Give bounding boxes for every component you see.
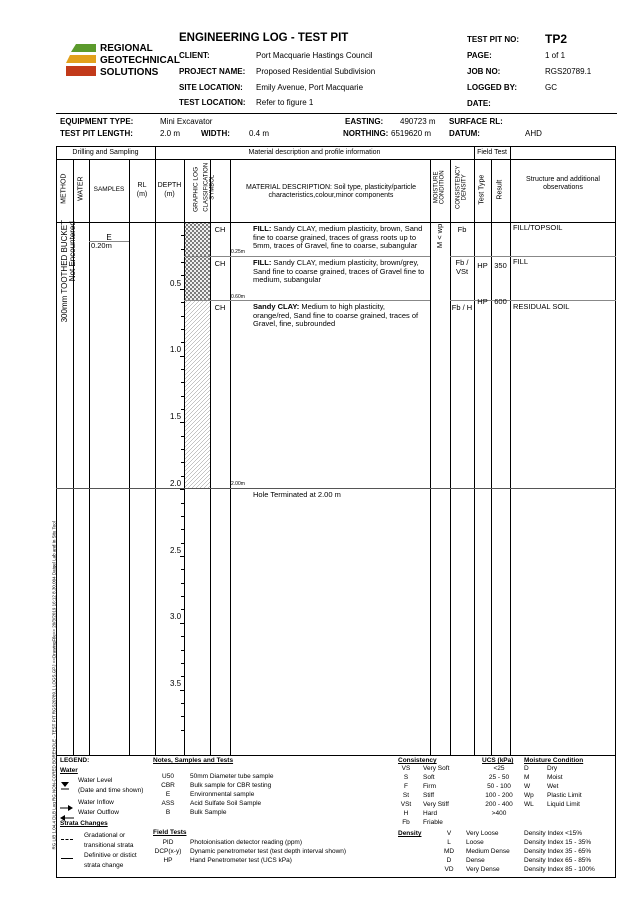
depth-label-1.5: 1.5 [170,412,182,421]
moisture-value: M < wp [435,223,445,249]
note-code: U50 [162,773,174,780]
density-name: Medium Dense [466,848,510,855]
density-code: V [446,830,452,837]
hole-terminated: Hole Terminated at 2.00 m [253,490,341,499]
depth-tick-minor [181,235,184,236]
depth-tick-minor [181,676,184,677]
consistency-ucs: 100 - 200 [485,792,513,799]
depth-tick-major [180,422,184,423]
depth-tick-major [180,556,184,557]
field-test-code: PID [162,839,174,846]
depth-tick-minor [181,249,184,250]
moisture-name: Liquid Limit [547,801,580,808]
test-location-value: Refer to figure 1 [256,98,314,107]
note-code: CBR [161,782,175,789]
site-label: SITE LOCATION: [179,83,243,92]
depth-tick-minor [181,583,184,584]
depth-tick-minor [181,716,184,717]
layer-description-3: Sandy CLAY: Medium to high plasticity, orange/red, Sand fine to coarse grained, traces of Gravel, fine, subrounded [253,302,419,329]
density-name: Very Loose [466,830,499,837]
client-value: Port Macquarie Hastings Council [256,51,373,60]
depth-tick-minor [181,543,184,544]
depth-tick-minor [181,730,184,731]
moisture-code: WL [524,801,534,808]
surface-rl-label: SURFACE RL: [449,117,503,126]
company-logo [66,44,96,78]
logged-label: LOGGED BY: [467,83,518,92]
consistency-ucs: 50 - 100 [487,783,511,790]
depth-tick-minor [181,436,184,437]
structure-col-header: Structure and additional observations [526,176,600,192]
density-code: VD [444,866,454,873]
field-test-desc: Dynamic penetrometer test (test depth interval shown) [190,848,347,855]
width-value: 0.4 m [249,129,270,138]
samples-col-header: SAMPLES [93,186,125,193]
site-value: Emily Avenue, Port Macquarie [256,83,364,92]
depth-label-2.5: 2.5 [170,546,182,555]
density-name: Loose [466,839,484,846]
legend-grad-1: Gradational or [84,832,126,839]
job-value: RGS20789.1 [545,67,592,76]
moisture-code: D [524,765,529,772]
depth-tick-minor [181,449,184,450]
classification-col-header: CLASSIFICATION SYMBOL [203,162,216,212]
sample-code: E [106,233,112,242]
density-index: Density Index <15% [524,830,582,837]
logo-text-1: REGIONAL [100,43,153,54]
material-header: Material description and profile information [248,149,381,156]
depth-label-3.0: 3.0 [170,612,182,621]
consistency-col-header: CONSISTENCY DENSITY [455,165,468,209]
consistency-code: St [402,792,410,799]
depth-tick-minor [181,369,184,370]
field-test-desc: Photoionisation detector reading (ppm) [190,839,303,846]
depth-tick-minor [181,663,184,664]
depth-tick-minor [181,476,184,477]
density-name: Very Dense [466,866,500,873]
logo-stripe-orange [66,55,96,63]
consistency-code: Fb [402,819,410,826]
consistency-name: Firm [423,783,436,790]
depth-tick-minor [181,596,184,597]
depth-tick-minor [181,342,184,343]
depth-tick-minor [181,262,184,263]
test-type-1: HP [477,261,488,270]
result-col-header: Result [496,179,504,200]
layer-description-1: FILL: Sandy CLAY, medium plasticity, brown, Sand fine to coarse grained, traces of grass roots up to 5mm, traces of Gravel, fine to coarse, subangular [253,224,423,251]
equipment-type-label: EQUIPMENT TYPE: [60,117,134,126]
legend-grad-2: transitional strata [84,842,134,849]
structure-2: FILL [513,257,529,266]
consistency-ucs: >400 [491,810,507,817]
density-code: D [446,857,452,864]
easting-label: EASTING: [345,117,384,126]
depth-unit: (m) [164,191,175,198]
date-label: DATE: [467,99,491,108]
datum-label: DATUM: [449,129,480,138]
consistency-code: VSt [400,801,412,808]
legend-moisture-title: Moisture Condition [524,757,584,764]
page-value: 1 of 1 [545,51,566,60]
depth-label-2.0: 2.0 [170,479,182,488]
legend-water-inflow: Water Inflow [78,799,114,806]
method-col-header: METHOD [60,173,68,204]
depth-tick-minor [181,462,184,463]
moisture-code: W [524,783,531,790]
field-test-code: DCP(x-y) [154,848,182,855]
depth-label-1.0: 1.0 [170,345,182,354]
note-desc: Bulk Sample [190,809,227,816]
test-type-col-header: Test Type [478,174,486,205]
page-label: PAGE: [467,51,492,60]
density-index: Density Index 35 - 65% [524,848,592,855]
graphic-log-hatch [185,223,210,488]
legend-def-1: Definitive or distict [84,852,137,859]
consistency-ucs: 25 - 50 [488,774,510,781]
note-code: ASS [161,800,175,807]
material-col-header: MATERIAL DESCRIPTION: Soil type, plasticity/particle characteristics,colour,minor components [246,184,416,200]
depth-tick-major [180,356,184,357]
legend-notes-title: Notes, Samples and Tests [153,757,234,764]
consistency-name: Hard [423,810,438,817]
consistency-name: Stiff [423,792,435,799]
note-desc: Acid Sulfate Soil Sample [190,800,262,807]
depth-tick-minor [181,275,184,276]
job-label: JOB NO: [467,67,501,76]
legend-def-2: strata change [84,862,124,869]
consistency-code: S [403,774,409,781]
note-desc: 50mm Diameter tube sample [190,773,274,780]
moisture-name: Dry [547,765,558,772]
moisture-name: Wet [547,783,559,790]
depth-tick-minor [181,636,184,637]
density-name: Dense [466,857,485,864]
note-code: B [165,809,171,816]
water-level-icon [61,777,69,785]
test-pit-value: TP2 [545,32,568,46]
logo-text-2: GEOTECHNICAL [100,55,180,66]
field-test-desc: Hand Penetrometer test (UCS kPa) [190,857,292,864]
project-value: Proposed Residential Subdivision [256,67,376,76]
client-label: CLIENT: [179,51,210,60]
water-outflow-icon [60,809,74,817]
legend-water-level-2: (Date and time shown) [78,787,144,794]
method-value: 300mm TOOTHED BUCKET [59,220,69,323]
depth-tick-minor [181,609,184,610]
depth-tick-major [180,690,184,691]
water-value: Not Encountered [67,221,77,282]
equipment-type-value: Mini Excavator [160,117,213,126]
depth-tick-minor [181,316,184,317]
legend-density-title: Density [398,830,422,837]
logged-value: GC [545,83,557,92]
depth-tick-minor [181,329,184,330]
depth-tick-major [180,623,184,624]
consistency-name: Very Soft [423,765,450,772]
test-result-2: 600 [494,297,507,306]
note-code: E [165,791,171,798]
consistency-3: Fb / H [451,303,473,312]
depth-tick-minor [181,569,184,570]
test-pit-label: TEST PIT NO: [467,35,519,44]
project-label: PROJECT NAME: [179,67,246,76]
layer-description-2: FILL: Sandy CLAY, medium plasticity, brown/grey, Sand fine to coarse grained, traces of Gravel fine to medium, subangular [253,258,425,285]
layer-depth-1: 0.25m [231,249,245,255]
logo-text-3: SOLUTIONS [100,67,159,78]
legend-ucs-title: UCS (kPa) [482,757,514,764]
consistency-name: Very Stiff [423,801,449,808]
consistency-code: F [404,783,408,790]
test-location-label: TEST LOCATION: [179,98,246,107]
legend-title: LEGEND: [60,757,90,764]
depth-tick-minor [181,529,184,530]
depth-tick-minor [181,409,184,410]
depth-tick-minor [181,503,184,504]
hatch-fill-layer-2 [185,300,210,488]
legend-water-outflow: Water Outflow [78,809,119,816]
water-inflow-icon [60,799,74,807]
field-test-code: HP [163,857,173,864]
class-symbol-3: CH [214,303,226,312]
note-desc: Bulk sample for CBR testing [190,782,272,789]
depth-col-header: DEPTH [157,182,182,189]
density-code: L [447,839,451,846]
density-index: Density Index 85 - 100% [524,866,595,873]
moisture-code: M [524,774,530,781]
layer-depth-2: 0.60m [231,294,245,300]
drilling-sampling-header: Drilling and Sampling [72,149,139,156]
consistency-2: Fb / VSt [455,258,469,276]
depth-label-0.5: 0.5 [170,279,182,288]
consistency-ucs: 200 - 400 [485,801,513,808]
width-label: WIDTH: [201,129,230,138]
legend-water-title: Water [60,767,78,774]
density-code: MD [443,848,455,855]
rl-unit: (m) [136,191,148,198]
sample-depth: 0.20m [91,241,112,250]
logo-stripe-green [71,44,96,52]
moisture-name: Plastic Limit [547,792,582,799]
consistency-1: Fb [457,225,467,234]
test-pit-length-value: 2.0 m [160,129,181,138]
hatch-fill-layer-1 [185,223,210,300]
depth-tick-minor [181,650,184,651]
field-test-header: Field Test [477,149,507,156]
depth-tick-minor [181,703,184,704]
depth-tick-minor [181,396,184,397]
class-symbol-2: CH [214,259,226,268]
legend-water-level: Water Level [78,777,113,784]
depth-tick-minor [181,516,184,517]
test-type-2: HP [477,297,488,306]
class-symbol-1: CH [214,225,226,234]
test-pit-length-label: TEST PIT LENGTH: [60,129,133,138]
consistency-ucs: <25 [493,765,505,772]
water-col-header: WATER [77,176,85,201]
structure-3: RESIDUAL SOIL [513,302,570,311]
consistency-code: VS [401,765,411,772]
depth-tick-minor [181,302,184,303]
density-index: Density Index 65 - 85% [524,857,592,864]
consistency-code: H [403,810,409,817]
northing-value: 6519620 m [391,129,432,138]
layer-depth-3: 2.00m [231,481,245,487]
moisture-name: Moist [547,774,563,781]
density-index: Density Index 15 - 35% [524,839,592,846]
depth-tick-major [180,489,184,490]
depth-tick-major [180,289,184,290]
consistency-name: Friable [423,819,443,826]
datum-value: AHD [525,129,542,138]
depth-label-3.5: 3.5 [170,679,182,688]
rl-col-header: RL [137,182,147,189]
side-footer-text: RG LIB 1.04.4 DLB Log RG NON-CORED BOREHOLE - TEST PIT RGS20789.1 LOGS.GPJ <<DrawingFile>> 20/3/2019 16:12 8.30.004 Datgel Lab and In Situ Tool [51,521,57,850]
northing-label: NORTHING: [343,129,389,138]
legend-consistency-title: Consistency [398,757,437,764]
legend-strata-title: Strata Changes [60,820,108,827]
graphic-log-col-header: GRAPHIC LOG [192,166,200,212]
consistency-name: Soft [423,774,435,781]
depth-tick-minor [181,382,184,383]
moisture-col-header: MOISTURE CONDITION [433,170,446,205]
structure-1: FILL/TOPSOIL [513,223,563,232]
logo-stripe-red [66,66,96,76]
note-desc: Environmental sample [190,791,255,798]
easting-value: 490723 m [400,117,436,126]
moisture-code: Wp [524,792,534,799]
test-result-1: 350 [494,261,507,270]
page-title: ENGINEERING LOG - TEST PIT [179,32,349,44]
legend-field-tests-title: Field Tests [153,829,187,836]
